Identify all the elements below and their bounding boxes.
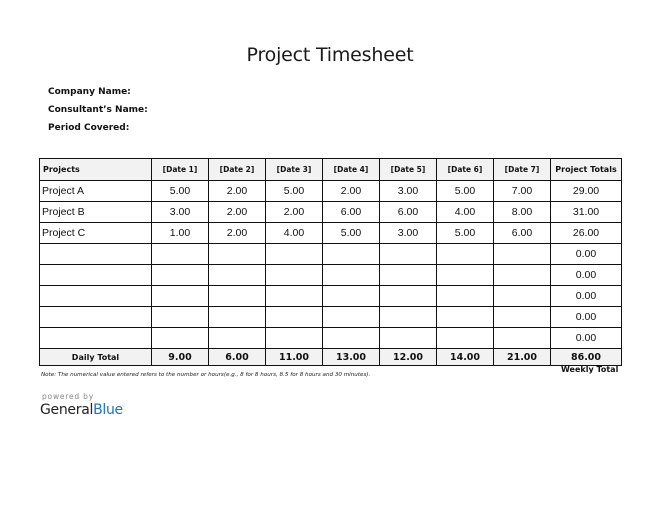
header-projects: Projects: [40, 159, 152, 181]
consultant-name-label: Consultant’s Name:: [48, 105, 148, 115]
hours-cell-date-3[interactable]: [266, 307, 323, 328]
timesheet-table: [39, 158, 622, 366]
hours-cell-date-1[interactable]: 5.00: [152, 181, 209, 202]
hours-cell-date-7[interactable]: [494, 244, 551, 265]
hours-cell-date-5[interactable]: [380, 265, 437, 286]
hours-cell-date-2[interactable]: 2.00: [209, 223, 266, 244]
hours-cell-date-4[interactable]: 2.00: [323, 181, 380, 202]
daily-total-date-1: 9.00: [152, 349, 209, 366]
hours-cell-date-4[interactable]: [323, 286, 380, 307]
generalblue-logo[interactable]: [40, 402, 123, 418]
hours-cell-date-6[interactable]: 5.00: [437, 223, 494, 244]
hours-cell-date-3[interactable]: [266, 286, 323, 307]
hours-cell-date-4[interactable]: [323, 244, 380, 265]
hours-cell-date-5[interactable]: 6.00: [380, 202, 437, 223]
table-row: [40, 181, 622, 202]
hours-cell-date-6[interactable]: [437, 328, 494, 349]
hours-cell-date-7[interactable]: 8.00: [494, 202, 551, 223]
project-total-cell: 0.00: [551, 307, 622, 328]
project-name-cell[interactable]: [40, 265, 152, 286]
daily-total-date-4: 13.00: [323, 349, 380, 366]
project-total-cell: 29.00: [551, 181, 622, 202]
table-row: [40, 244, 622, 265]
hours-cell-date-5[interactable]: [380, 328, 437, 349]
hours-cell-date-4[interactable]: [323, 307, 380, 328]
table-row: [40, 307, 622, 328]
hours-cell-date-3[interactable]: 5.00: [266, 181, 323, 202]
header-date-4: [Date 4]: [323, 159, 380, 181]
hours-cell-date-6[interactable]: [437, 265, 494, 286]
hours-cell-date-5[interactable]: 3.00: [380, 223, 437, 244]
hours-cell-date-4[interactable]: [323, 328, 380, 349]
page-title: Project Timesheet: [246, 44, 414, 66]
project-total-cell: 26.00: [551, 223, 622, 244]
hours-cell-date-2[interactable]: [209, 286, 266, 307]
hours-cell-date-7[interactable]: [494, 286, 551, 307]
hours-cell-date-7[interactable]: 6.00: [494, 223, 551, 244]
hours-cell-date-1[interactable]: 3.00: [152, 202, 209, 223]
daily-total-date-2: 6.00: [209, 349, 266, 366]
hours-cell-date-2[interactable]: 2.00: [209, 181, 266, 202]
note-text: Note: The numerical value entered refers to the number or hours(e.g., 8 for 8 hours, 8.5 for 8 hours and 30 minutes).: [41, 372, 371, 378]
table-row: [40, 202, 622, 223]
hours-cell-date-6[interactable]: [437, 286, 494, 307]
hours-cell-date-3[interactable]: [266, 265, 323, 286]
project-name-cell[interactable]: Project B: [40, 202, 152, 223]
hours-cell-date-1[interactable]: 1.00: [152, 223, 209, 244]
hours-cell-date-3[interactable]: [266, 328, 323, 349]
project-name-cell[interactable]: [40, 244, 152, 265]
hours-cell-date-1[interactable]: [152, 286, 209, 307]
project-total-cell: 0.00: [551, 265, 622, 286]
hours-cell-date-7[interactable]: [494, 307, 551, 328]
weekly-total-label: Weekly Total: [561, 365, 619, 374]
table-row: [40, 223, 622, 244]
project-total-cell: 0.00: [551, 328, 622, 349]
hours-cell-date-6[interactable]: 5.00: [437, 181, 494, 202]
hours-cell-date-5[interactable]: [380, 286, 437, 307]
hours-cell-date-2[interactable]: 2.00: [209, 202, 266, 223]
header-date-6: [Date 6]: [437, 159, 494, 181]
project-total-cell: 31.00: [551, 202, 622, 223]
hours-cell-date-4[interactable]: 6.00: [323, 202, 380, 223]
project-total-cell: 0.00: [551, 286, 622, 307]
hours-cell-date-5[interactable]: 3.00: [380, 181, 437, 202]
hours-cell-date-7[interactable]: [494, 328, 551, 349]
hours-cell-date-1[interactable]: [152, 307, 209, 328]
weekly-total-value: 86.00: [551, 349, 622, 366]
table-header-row: [40, 159, 622, 181]
daily-total-date-5: 12.00: [380, 349, 437, 366]
powered-by-text: powered by: [42, 392, 94, 401]
hours-cell-date-7[interactable]: 7.00: [494, 181, 551, 202]
hours-cell-date-1[interactable]: [152, 328, 209, 349]
company-name-label: Company Name:: [48, 87, 131, 97]
project-name-cell[interactable]: [40, 307, 152, 328]
header-date-3: [Date 3]: [266, 159, 323, 181]
hours-cell-date-1[interactable]: [152, 244, 209, 265]
hours-cell-date-2[interactable]: [209, 328, 266, 349]
daily-total-label: Daily Total: [40, 349, 152, 366]
header-date-2: [Date 2]: [209, 159, 266, 181]
hours-cell-date-2[interactable]: [209, 307, 266, 328]
table-row: [40, 328, 622, 349]
header-date-5: [Date 5]: [380, 159, 437, 181]
hours-cell-date-3[interactable]: 2.00: [266, 202, 323, 223]
hours-cell-date-4[interactable]: 5.00: [323, 223, 380, 244]
hours-cell-date-4[interactable]: [323, 265, 380, 286]
hours-cell-date-6[interactable]: [437, 307, 494, 328]
header-date-1: [Date 1]: [152, 159, 209, 181]
hours-cell-date-7[interactable]: [494, 265, 551, 286]
table-row: [40, 286, 622, 307]
daily-total-date-6: 14.00: [437, 349, 494, 366]
header-date-7: [Date 7]: [494, 159, 551, 181]
project-name-cell[interactable]: [40, 286, 152, 307]
hours-cell-date-2[interactable]: [209, 265, 266, 286]
table-row: [40, 265, 622, 286]
header-project-totals: Project Totals: [551, 159, 622, 181]
hours-cell-date-1[interactable]: [152, 265, 209, 286]
hours-cell-date-2[interactable]: [209, 244, 266, 265]
hours-cell-date-5[interactable]: [380, 244, 437, 265]
project-name-cell[interactable]: Project A: [40, 181, 152, 202]
daily-total-date-7: 21.00: [494, 349, 551, 366]
hours-cell-date-6[interactable]: [437, 244, 494, 265]
hours-cell-date-3[interactable]: [266, 244, 323, 265]
brand-blue: Blue: [93, 402, 123, 418]
project-name-cell[interactable]: [40, 328, 152, 349]
period-covered-label: Period Covered:: [48, 123, 130, 133]
hours-cell-date-3[interactable]: 4.00: [266, 223, 323, 244]
daily-total-row: [40, 349, 622, 366]
hours-cell-date-6[interactable]: 4.00: [437, 202, 494, 223]
project-name-cell[interactable]: Project C: [40, 223, 152, 244]
hours-cell-date-5[interactable]: [380, 307, 437, 328]
daily-total-date-3: 11.00: [266, 349, 323, 366]
brand-general: General: [40, 402, 94, 418]
project-total-cell: 0.00: [551, 244, 622, 265]
